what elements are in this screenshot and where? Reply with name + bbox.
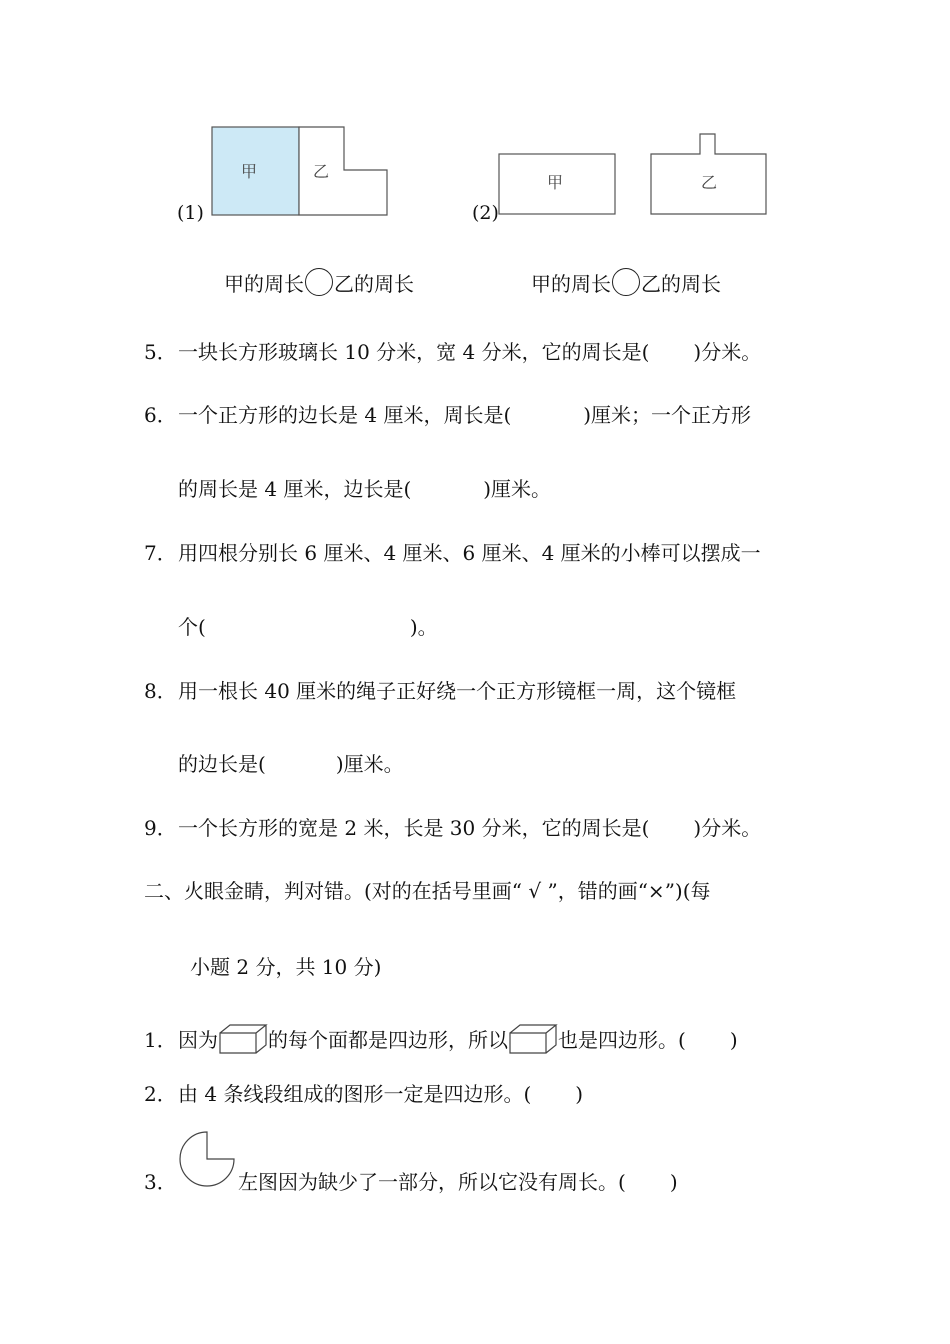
question-5: [144, 340, 761, 364]
section-title: 二、火眼金睛，判对错。(对的在括号里画“ √ ”，错的画“×”)(每: [144, 879, 711, 903]
question-text: ): [729, 1028, 738, 1052]
question-text: )厘米。: [335, 752, 404, 776]
question-9: [144, 816, 761, 840]
question-text: 一个长方形的宽是 2 米，长是 30 分米，它的周长是(: [178, 816, 650, 840]
question-text: )分米。: [693, 816, 762, 840]
figure-2-label: (2): [472, 202, 499, 224]
question-number: 5．: [144, 340, 177, 364]
question-text: 的每个面都是四边形，所以: [268, 1028, 508, 1052]
question-6: [144, 403, 751, 427]
compare-circle-blank[interactable]: [612, 268, 640, 296]
question-number: 6．: [144, 403, 177, 427]
judge-1: [144, 1023, 738, 1055]
section-2-subtitle: [190, 955, 381, 979]
question-7: [144, 541, 761, 565]
question-8-line-2: [178, 752, 404, 776]
question-text: ): [669, 1170, 678, 1194]
question-text: ): [575, 1082, 584, 1106]
section-2-title: [144, 879, 711, 903]
question-text: 也是四边形。(: [558, 1028, 686, 1052]
question-text: )分米。: [693, 340, 762, 364]
question-text: 由 4 条线段组成的图形一定是四边形。(: [178, 1082, 532, 1106]
figure-1-label: (1): [177, 202, 204, 224]
question-text: 的边长是(: [178, 752, 266, 776]
question-text: )。: [409, 615, 438, 639]
question-7-line-2: [178, 615, 438, 639]
question-number: 1．: [144, 1028, 177, 1052]
figure-2-diagram: [495, 128, 775, 220]
question-text: 个(: [178, 615, 206, 639]
cuboid-icon: [508, 1023, 558, 1055]
question-8: [144, 679, 736, 703]
question-number: 3．: [144, 1170, 177, 1194]
judge-2: [144, 1082, 583, 1106]
question-text: 用四根分别长 6 厘米、4 厘米、6 厘米、4 厘米的小棒可以摆成一: [178, 541, 761, 565]
question-text: 一块长方形玻璃长 10 分米，宽 4 分米，它的周长是(: [178, 340, 650, 364]
question-text: 用一根长 40 厘米的绳子正好绕一个正方形镜框一周，这个镜框: [178, 679, 737, 703]
compare-circle-blank[interactable]: [305, 268, 333, 296]
compare-right: [531, 268, 721, 297]
judge-3: [144, 1170, 678, 1194]
question-number: 7．: [144, 541, 177, 565]
compare-right-part1: 甲的周长: [531, 272, 611, 296]
figure-2-yi-label: 乙: [700, 173, 718, 192]
compare-right-part2: 乙的周长: [641, 272, 721, 296]
figure-1-yi-label: 乙: [312, 162, 330, 181]
section-subtitle: 小题 2 分，共 10 分): [190, 955, 382, 979]
figure-2-jia-label: 甲: [546, 173, 564, 192]
question-text: )厘米；一个正方形: [583, 403, 752, 427]
compare-left: [224, 268, 414, 297]
question-text: 因为: [178, 1028, 218, 1052]
figure-1-diagram: [205, 120, 395, 220]
question-text: 的周长是 4 厘米，边长是(: [178, 477, 412, 501]
cuboid-icon: [218, 1023, 268, 1055]
question-number: 8．: [144, 679, 177, 703]
compare-left-part2: 乙的周长: [334, 272, 414, 296]
question-text: 一个正方形的边长是 4 厘米，周长是(: [178, 403, 512, 427]
question-number: 2．: [144, 1082, 177, 1106]
compare-left-part1: 甲的周长: [224, 272, 304, 296]
question-text: )厘米。: [483, 477, 552, 501]
question-number: 9．: [144, 816, 177, 840]
question-6-line-2: [178, 477, 551, 501]
question-text: 左图因为缺少了一部分，所以它没有周长。(: [238, 1170, 626, 1194]
figure-1-jia-label: 甲: [240, 162, 258, 181]
